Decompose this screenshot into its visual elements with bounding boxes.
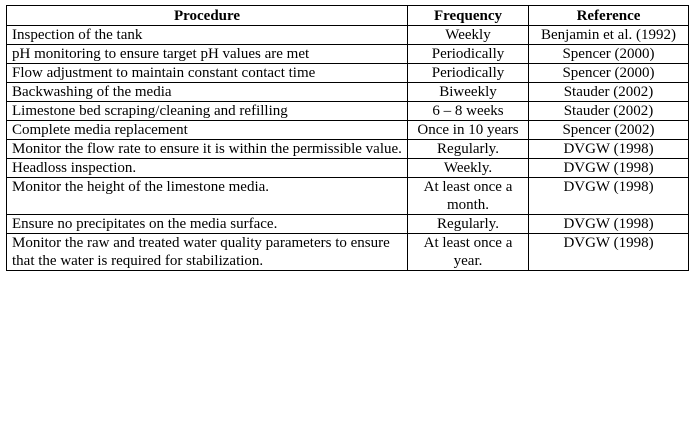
reference-cell: Stauder (2002): [529, 83, 689, 102]
frequency-cell: Once in 10 years: [408, 121, 529, 140]
reference-cell: DVGW (1998): [529, 215, 689, 234]
header-frequency: Frequency: [408, 6, 529, 26]
frequency-cell: Periodically: [408, 45, 529, 64]
reference-cell: DVGW (1998): [529, 159, 689, 178]
procedure-cell: Limestone bed scraping/cleaning and refilling: [7, 102, 408, 121]
frequency-cell: Biweekly: [408, 83, 529, 102]
reference-cell: DVGW (1998): [529, 234, 689, 271]
frequency-cell: Weekly: [408, 26, 529, 45]
procedure-cell: pH monitoring to ensure target pH values are met: [7, 45, 408, 64]
procedure-cell: Monitor the raw and treated water quality parameters to ensure that the water is required for stabilization.: [7, 234, 408, 271]
procedure-cell: Flow adjustment to maintain constant contact time: [7, 64, 408, 83]
frequency-cell: Weekly.: [408, 159, 529, 178]
table-row: [7, 234, 689, 271]
frequency-cell: Regularly.: [408, 140, 529, 159]
maintenance-procedures-table: [6, 5, 689, 271]
table-row: [7, 121, 689, 140]
reference-cell: DVGW (1998): [529, 140, 689, 159]
table-row: [7, 83, 689, 102]
table-row: [7, 215, 689, 234]
procedure-cell: Headloss inspection.: [7, 159, 408, 178]
header-reference: Reference: [529, 6, 689, 26]
table-row: [7, 159, 689, 178]
frequency-cell: Periodically: [408, 64, 529, 83]
procedure-cell: Complete media replacement: [7, 121, 408, 140]
procedure-cell: Backwashing of the media: [7, 83, 408, 102]
procedure-cell: Monitor the height of the limestone media.: [7, 178, 408, 215]
table-header-row: [7, 6, 689, 26]
table-row: [7, 64, 689, 83]
procedure-cell: Inspection of the tank: [7, 26, 408, 45]
reference-cell: Spencer (2002): [529, 121, 689, 140]
reference-cell: Spencer (2000): [529, 64, 689, 83]
table-row: [7, 45, 689, 64]
frequency-cell: At least once a year.: [408, 234, 529, 271]
reference-cell: DVGW (1998): [529, 178, 689, 215]
procedure-cell: Ensure no precipitates on the media surface.: [7, 215, 408, 234]
header-procedure: Procedure: [7, 6, 408, 26]
reference-cell: Benjamin et al. (1992): [529, 26, 689, 45]
frequency-cell: Regularly.: [408, 215, 529, 234]
reference-cell: Spencer (2000): [529, 45, 689, 64]
table-row: [7, 102, 689, 121]
table-row: [7, 26, 689, 45]
reference-cell: Stauder (2002): [529, 102, 689, 121]
frequency-cell: 6 – 8 weeks: [408, 102, 529, 121]
procedure-cell: Monitor the flow rate to ensure it is within the permissible value.: [7, 140, 408, 159]
frequency-cell: At least once a month.: [408, 178, 529, 215]
table-row: [7, 140, 689, 159]
table-row: [7, 178, 689, 215]
